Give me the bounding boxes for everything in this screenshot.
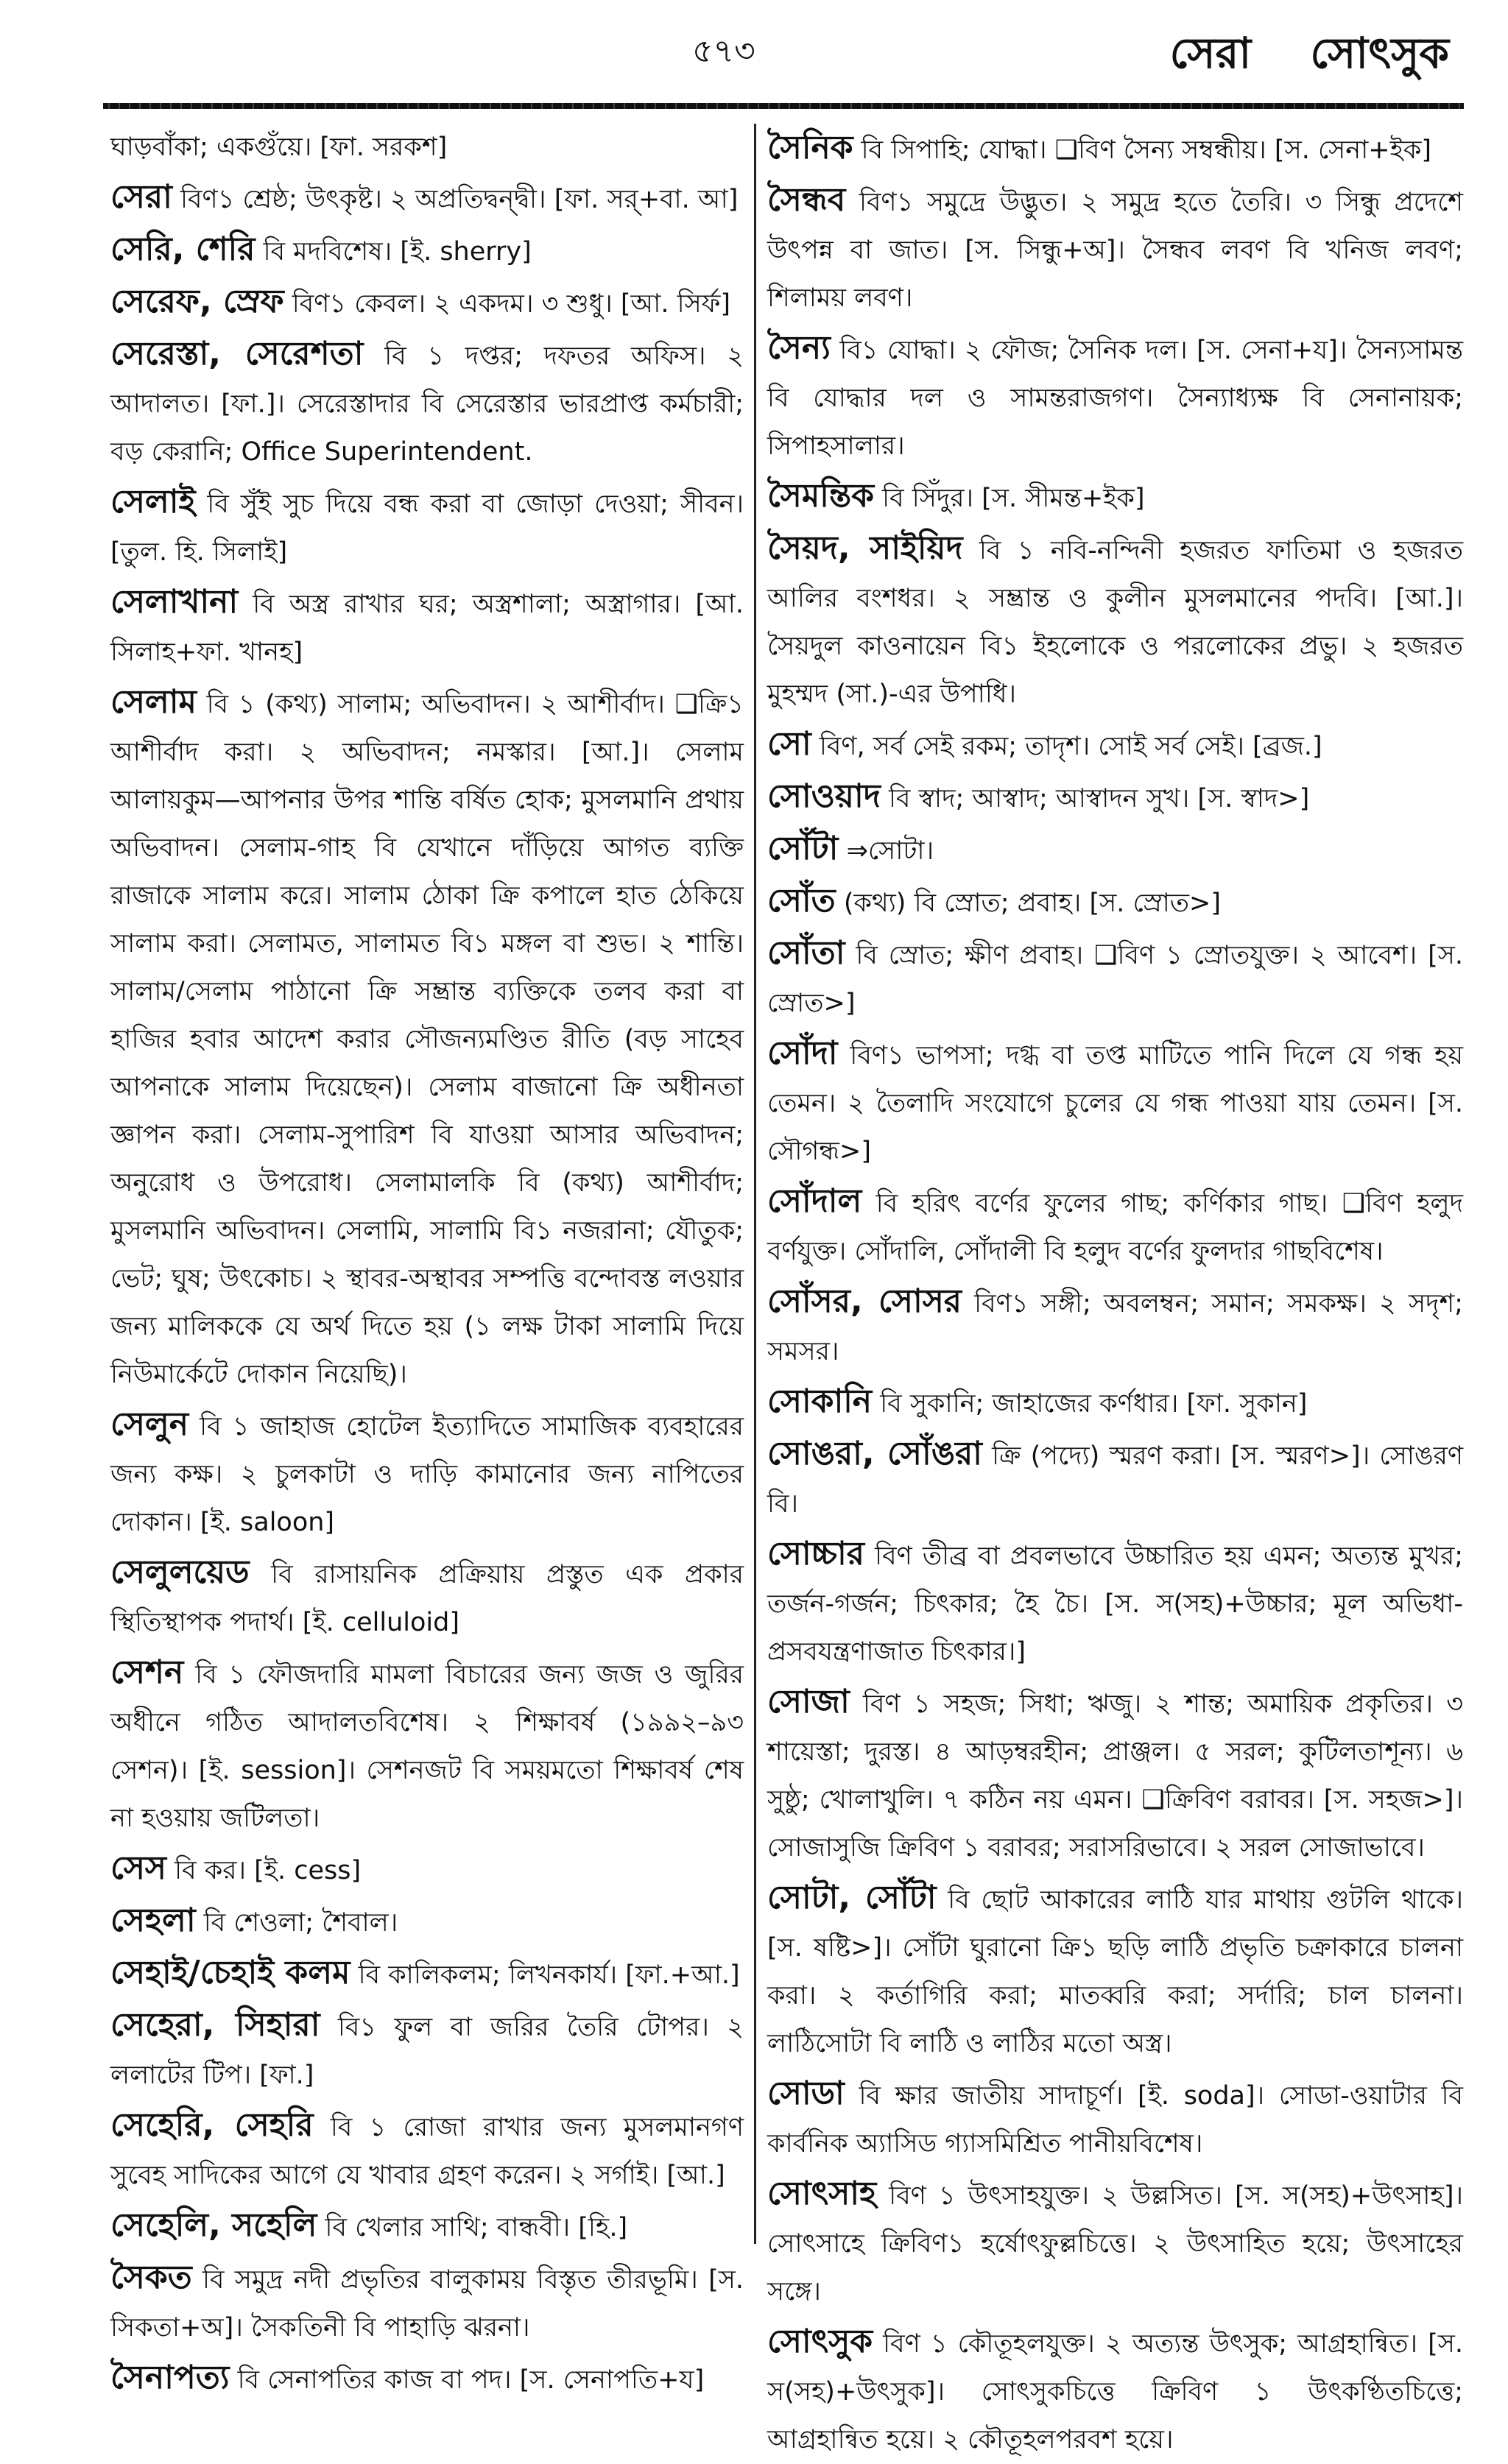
entry-definition: বি শেওলা; শৈবাল। [203,1908,398,1938]
entry-definition: বি সিঁদুর। [স. সীমন্ত+ইক] [882,484,1145,513]
dictionary-entry [110,1548,744,1647]
dictionary-entry [767,176,1463,322]
entry-definition: বি ১ ফৌজদারি মামলা বিচারের জন্য জজ ও জুরির অধীনে গঠিত আদালতবিশেষ। ২ শিক্ষাবর্ষ (১৯৯২–৯৩ সেশন)। [ই. session]। সেশনজট বি সময়মতো শিক্ষাবর্ষ শেষ না হওয়ায় জটিলতা। [110,1660,744,1833]
entry-definition: বিণ ১ সহজ; সিধা; ঋজু। ২ শান্ত; অমায়িক প্রকৃতির। ৩ শায়েস্তা; দুরস্ত। ৪ আড়ম্বরহীন; প্রাঞ্জল। ৫ সরল; কুটিলতাশূন্য। ৬ সুষ্ঠু; খোলাখুলি। ৭ কঠিন নয় এমন। ❑ক্রিবিণ বরাবর। [স. সহজ>]। সোজাসুজি ক্রিবিণ ১ বরাবর; সরাসরিভাবে। ২ সরল সোজাভাবে। [767,1690,1463,1863]
dictionary-entry [110,478,744,576]
entry-headword: সেলুন [110,1405,188,1443]
dictionary-entry [110,225,744,276]
entry-headword: সেরেস্তা, সেরেশতা [110,335,364,373]
dictionary-entry [110,578,744,677]
dictionary-entry [110,2001,744,2100]
dictionary-entry [767,772,1463,823]
entry-headword: সোওয়াদ [767,777,881,815]
entry-headword: সৈয়দ, সাইয়িদ [767,529,963,567]
entry-headword: সেরেফ, স্রেফ [110,283,284,320]
dictionary-entry [110,2101,744,2200]
entry-definition: বিণ১ কেবল। ২ একদম। ৩ শুধু। [আ. সির্ফ] [292,289,730,319]
entry-definition: বি স্রোত; ক্ষীণ প্রবাহ। ❑বিণ ১ স্রোতযুক্ত। ২ আবেশ। [স. স্রোত>] [767,941,1463,1018]
dictionary-entry [110,2354,744,2404]
dictionary-entry [767,720,1463,771]
dictionary-entry [110,330,744,476]
dictionary-entry [767,472,1463,523]
dictionary-entry [110,173,744,224]
entry-headword: সেহাই/চেহাই কলম [110,1954,350,1991]
entry-headword: সেশন [110,1653,184,1691]
entry-headword: সোচ্চার [767,1535,864,1572]
entry-definition: বি ১ দপ্তর; দফতর অফিস। ২ আদালত। [ফা.]। সেরেস্তাদার বি সেরেস্তার ভারপ্রাপ্ত কর্মচারী; বড় কেরানি; Office Superintendent. [110,342,744,467]
dictionary-entry [767,524,1463,719]
dictionary-entry [767,1430,1463,1528]
entry-headword: সেরি, শেরি [110,230,256,268]
entry-headword: সোঁসর, সোসর [767,1282,962,1320]
entry-definition: বিণ১ ভাপসা; দগ্ধ বা তপ্ত মাটিতে পানি দিলে যে গন্ধ হয় তেমন। ২ তৈলাদি সংযোগে চুলের যে গন্ধ পাওয়া যায় তেমন। [স. সৌগন্ধ>] [767,1041,1463,1166]
entry-headword: সোটা, সোঁটা [767,1879,937,1916]
entry-headword: সৈনিক [767,129,853,166]
entry-definition: বি ১ নবি-নন্দিনী হজরত ফাতিমা ও হজরত আলির বংশধর। ২ সম্ভ্রান্ত ও কুলীন মুসলমানের পদবি। [আ.]। সৈয়দুল কাওনায়েন বি১ ইহলোকে ও পরলোকের প্রভু। ২ হজরত মুহম্মদ (সা.)-এর উপাধি। [767,536,1463,709]
entry-definition: বি সমুদ্র নদী প্রভৃতির বালুকাময় বিস্তৃত তীরভূমি। [স. সিকতা+অ]। সৈকতিনী বি পাহাড়ি ঝরনা। [110,2265,744,2343]
dictionary-entry [110,1949,744,1999]
entry-headword: সেস [110,1849,166,1887]
entry-definition: বিণ ১ কৌতূহলযুক্ত। ২ অত্যন্ত উৎসুক; আগ্রহান্বিত। [স. স(সহ)+উৎসুক]। সোৎসুকচিত্তে ক্রিবিণ ১ উৎকণ্ঠিতচিত্তে; আগ্রহান্বিত হয়ে। ২ কৌতূহলপরবশ হয়ে। [767,2329,1463,2454]
dictionary-entry [767,1029,1463,1176]
entry-headword: সেহলা [110,1902,196,1939]
entry-headword: সেলাই [110,483,196,520]
dictionary-entry [767,929,1463,1028]
dictionary-entry [110,2253,744,2352]
entry-headword: সৈকত [110,2259,192,2296]
entry-definition: বিণ১ শ্রেষ্ঠ; উৎকৃষ্ট। ২ অপ্রতিদ্বন্দ্বী। [ফা. সর্‌+বা. আ] [180,185,739,214]
right-column [767,124,1463,2454]
entry-definition: বি সুঁই সুচ দিয়ে বন্ধ করা বা জোড়া দেওয়া; সীবন। [তুল. হি. সিলাই] [110,490,744,567]
dictionary-entry [110,678,744,1399]
entry-definition: বি সেনাপতির কাজ বা পদ। [স. সেনাপতি+য] [237,2365,705,2395]
entry-headword: সৈন্য [767,329,831,367]
entry-headword: সেলুলয়েড [110,1553,250,1591]
entry-definition: বি১ যোদ্ধা। ২ ফৌজ; সৈনিক দল। [স. সেনা+য]। সৈন্যসামন্ত বি যোদ্ধার দল ও সামন্তরাজগণ। সৈন্যাধ্যক্ষ বি সেনানায়ক; সিপাহসালার। [767,336,1463,461]
dictionary-entry [767,2069,1463,2168]
entry-headword: সেলাম [110,683,197,721]
entry-headword: সোঙরা, সোঁঙরা [767,1435,982,1472]
entry-definition: বি খেলার সাথি; বান্ধবী। [হি.] [325,2213,628,2242]
entry-definition: বি কালিকলম; লিখনকার্য। [ফা.+আ.] [358,1960,740,1990]
entry-headword: সোঁতা [767,934,845,972]
entry-definition: বি মদবিশেষ। [ই. sherry] [263,237,532,266]
entry-definition: ঘাড়বাঁকা; একগুঁয়ে। [ফা. সরকশ] [110,133,448,162]
entry-headword: সোজা [767,1683,850,1720]
entry-definition: বি১ ফুল বা জরির তৈরি টোপর। ২ ললাটের টিপ। [ফা.] [110,2013,744,2090]
entry-headword: সেলাখানা [110,583,239,621]
entry-definition: বি সুকানি; জাহাজের কর্ণধার। [ফা. সুকান] [880,1389,1308,1419]
entry-headword: সোৎসুক [767,2323,873,2360]
entry-definition: বি ছোট আকারের লাঠি যার মাথায় গুটলি থাকে। [স. ষষ্টি>]। সোঁটা ঘুরানো ক্রি১ ছড়ি লাঠি প্রভৃতি চক্রাকারে চালনা করা। ২ কর্তাগিরি করা; মাতব্বরি করা; সর্দারি; চাল চালনা। লাঠিসোটা বি লাঠি ও লাঠির মতো অস্ত্র। [767,1885,1463,2058]
entry-headword: সৈন্ধব [767,181,846,219]
column-divider [754,124,756,2244]
entry-definition: বি হরিৎ বর্ণের ফুলের গাছ; কর্ণিকার গাছ। ❑বিণ হলুদ বর্ণযুক্ত। সোঁদালি, সোঁদালী বি হলুদ বর্ণের ফুলদার গাছবিশেষ। [767,1189,1463,1266]
entry-definition: বিণ ১ উৎসাহযুক্ত। ২ উল্লসিত। [স. স(সহ)+উৎসাহ]। সোৎসাহে ক্রিবিণ১ হর্ষোৎফুল্লচিত্তে। ২ উৎসাহিত হয়ে; উৎসাহের সঙ্গে। [767,2181,1463,2306]
dictionary-entry [110,278,744,328]
dictionary-entry [110,1648,744,1843]
entry-headword: সোকানি [767,1383,873,1420]
entry-definition: বিণ তীব্র বা প্রবলভাবে উচ্চারিত হয় এমন; অত্যন্ত মুখর; তর্জন-গর্জন; চিৎকার; হৈ চৈ। [স. স(সহ)+উচ্চার; মূল অভিধা-প্রসবযন্ত্রণাজাত চিৎকার।] [767,1542,1463,1667]
dictionary-entry [767,1874,1463,2068]
dictionary-entry [110,124,744,172]
entry-headword: সোঁটা [767,830,839,867]
entry-definition: বিণ১ সমুদ্রে উদ্ভুত। ২ সমুদ্র হতে তৈরি। ৩ সিন্ধু প্রদেশে উৎপন্ন বা জাত। [স. সিন্ধু+অ]। সৈন্ধব লবণ বি খনিজ লবণ; শিলাময় লবণ। [767,188,1463,313]
dictionary-entry [767,1377,1463,1428]
dictionary-entry [767,2317,1463,2464]
entry-headword: সোডা [767,2075,845,2112]
entry-headword: সোঁদাল [767,1182,862,1220]
entry-definition: বিণ১ সঙ্গী; অবলম্বন; সমান; সমকক্ষ। ২ সদৃশ; সমসর। [767,1289,1463,1366]
header-rule [103,103,1464,109]
guide-words: সেরা সোৎসুক [1169,28,1449,78]
entry-headword: সো [767,725,811,763]
entry-headword: সৈমন্তিক [767,477,874,515]
entry-definition: বি ১ জাহাজ হোটেল ইত্যাদিতে সামাজিক ব্যবহারের জন্য কক্ষ। ২ চুলকাটা ও দাড়ি কামানোর জন্য নাপিতের দোকান। [ই. saloon] [110,1412,744,1537]
entry-headword: সেরা [110,178,172,216]
page-number: ৫৭৩ [692,32,755,70]
dictionary-entry [767,324,1463,470]
entry-definition: বি অস্ত্র রাখার ঘর; অস্ত্রশালা; অস্ত্রাগার। [আ. সিলাহ+ফা. খানহ] [110,590,744,667]
entry-definition: বি কর। [ই. cess] [175,1856,362,1885]
dictionary-entry [110,2201,744,2252]
dictionary-entry [767,124,1463,174]
dictionary-entry [767,1530,1463,1676]
entry-definition: বি ১ রোজা রাখার জন্য মুসলমানগণ সুবেহ সাদিকের আগে যে খাবার গ্রহণ করেন। ২ সর্গাই। [আ.] [110,2113,744,2190]
entry-headword: সেহেরা, সিহারা [110,2006,320,2044]
entry-definition: বি রাসায়নিক প্রক্রিয়ায় প্রস্তুত এক প্রকার স্থিতিস্থাপক পদার্থ। [ই. celluloid] [110,1560,744,1637]
entry-definition: বি ক্ষার জাতীয় সাদাচূর্ণ। [ই. soda]। সোডা-ওয়াটার বি কার্বনিক অ্যাসিড গ্যাসমিশ্রিত পানীয়বিশেষ। [767,2081,1463,2158]
entry-headword: সোঁত [767,882,836,919]
entry-headword: সৈনাপত্য [110,2359,230,2396]
dictionary-entry [767,1177,1463,1276]
entry-definition: বিণ, সর্ব সেই রকম; তাদৃশ। সোই সর্ব সেই। [ব্রজ.] [819,732,1322,761]
entry-headword: সেহেরি, সেহরি [110,2106,314,2144]
page-header [0,0,1508,110]
entry-definition: ⇒সোটা। [846,836,934,866]
dictionary-entry [110,1400,744,1547]
dictionary-entry [767,825,1463,875]
dictionary-entry [110,1844,744,1895]
dictionary-entry [767,877,1463,928]
entry-definition: বি ১ (কথ্য) সালাম; অভিবাদন। ২ আশীর্বাদ। ❑ক্রি১ আশীর্বাদ করা। ২ অভিবাদন; নমস্কার। [আ.]। সেলাম আলায়কুম—আপনার উপর শান্তি বর্ষিত হোক; মুসলমানি প্রথায় অভিবাদন। সেলাম-গাহ বি যেখানে দাঁড়িয়ে আগত ব্যক্তি রাজাকে সালাম করে। সালাম ঠোকা ক্রি কপালে হাত ঠেকিয়ে সালাম করা। সেলামত, সালামত বি১ মঙ্গল বা শুভ। ২ শান্তি। সালাম/সেলাম পাঠানো ক্রি সম্ভ্রান্ত ব্যক্তিকে তলব করা বা হাজির হবার আদেশ করার সৌজন্যমণ্ডিত রীতি (বড় সাহেব আপনাকে সালাম দিয়েছেন)। সেলাম বাজানো ক্রি অধীনতা জ্ঞাপন করা। সেলাম-সুপারিশ বি যাওয়া আসার অভিবাদন; অনুরোধ ও উপরোধ। সেলামালকি বি (কথ্য) আশীর্বাদ; মুসলমানি অভিবাদন। সেলামি, সালামি বি১ নজরানা; যৌতুক; ভেট; ঘুষ; উৎকোচ। ২ স্থাবর-অস্থাবর সম্পত্তি বন্দোবস্ত লওয়ার জন্য মালিককে যে অর্থ দিতে হয় (১ লক্ষ টাকা সালামি দিয়ে নিউমার্কেটে দোকান নিয়েছি)। [110,690,744,1389]
entry-definition: বি স্বাদ; আস্বাদ; আস্বাদন সুখ। [স. স্বাদ>] [889,784,1310,813]
left-column [110,124,744,2396]
dictionary-entry [767,1277,1463,1376]
entry-headword: সোৎসাহ [767,2175,877,2212]
entry-definition: ক্রি (পদ্যে) স্মরণ করা। [স. স্মরণ>]। সোঙরণ বি। [767,1441,1463,1519]
entry-headword: সোঁদা [767,1034,838,1072]
entry-definition: বি সিপাহি; যোদ্ধা। ❑বিণ সৈন্য সম্বন্ধীয়। [স. সেনা+ইক] [861,135,1431,165]
entry-definition: (কথ্য) বি স্রোত; প্রবাহ। [স. স্রোত>] [843,889,1222,918]
dictionary-entry [110,1896,744,1947]
dictionary-entry [767,1678,1463,1872]
entry-headword: সেহেলি, সহেলি [110,2206,317,2244]
dictionary-entry [767,2170,1463,2316]
